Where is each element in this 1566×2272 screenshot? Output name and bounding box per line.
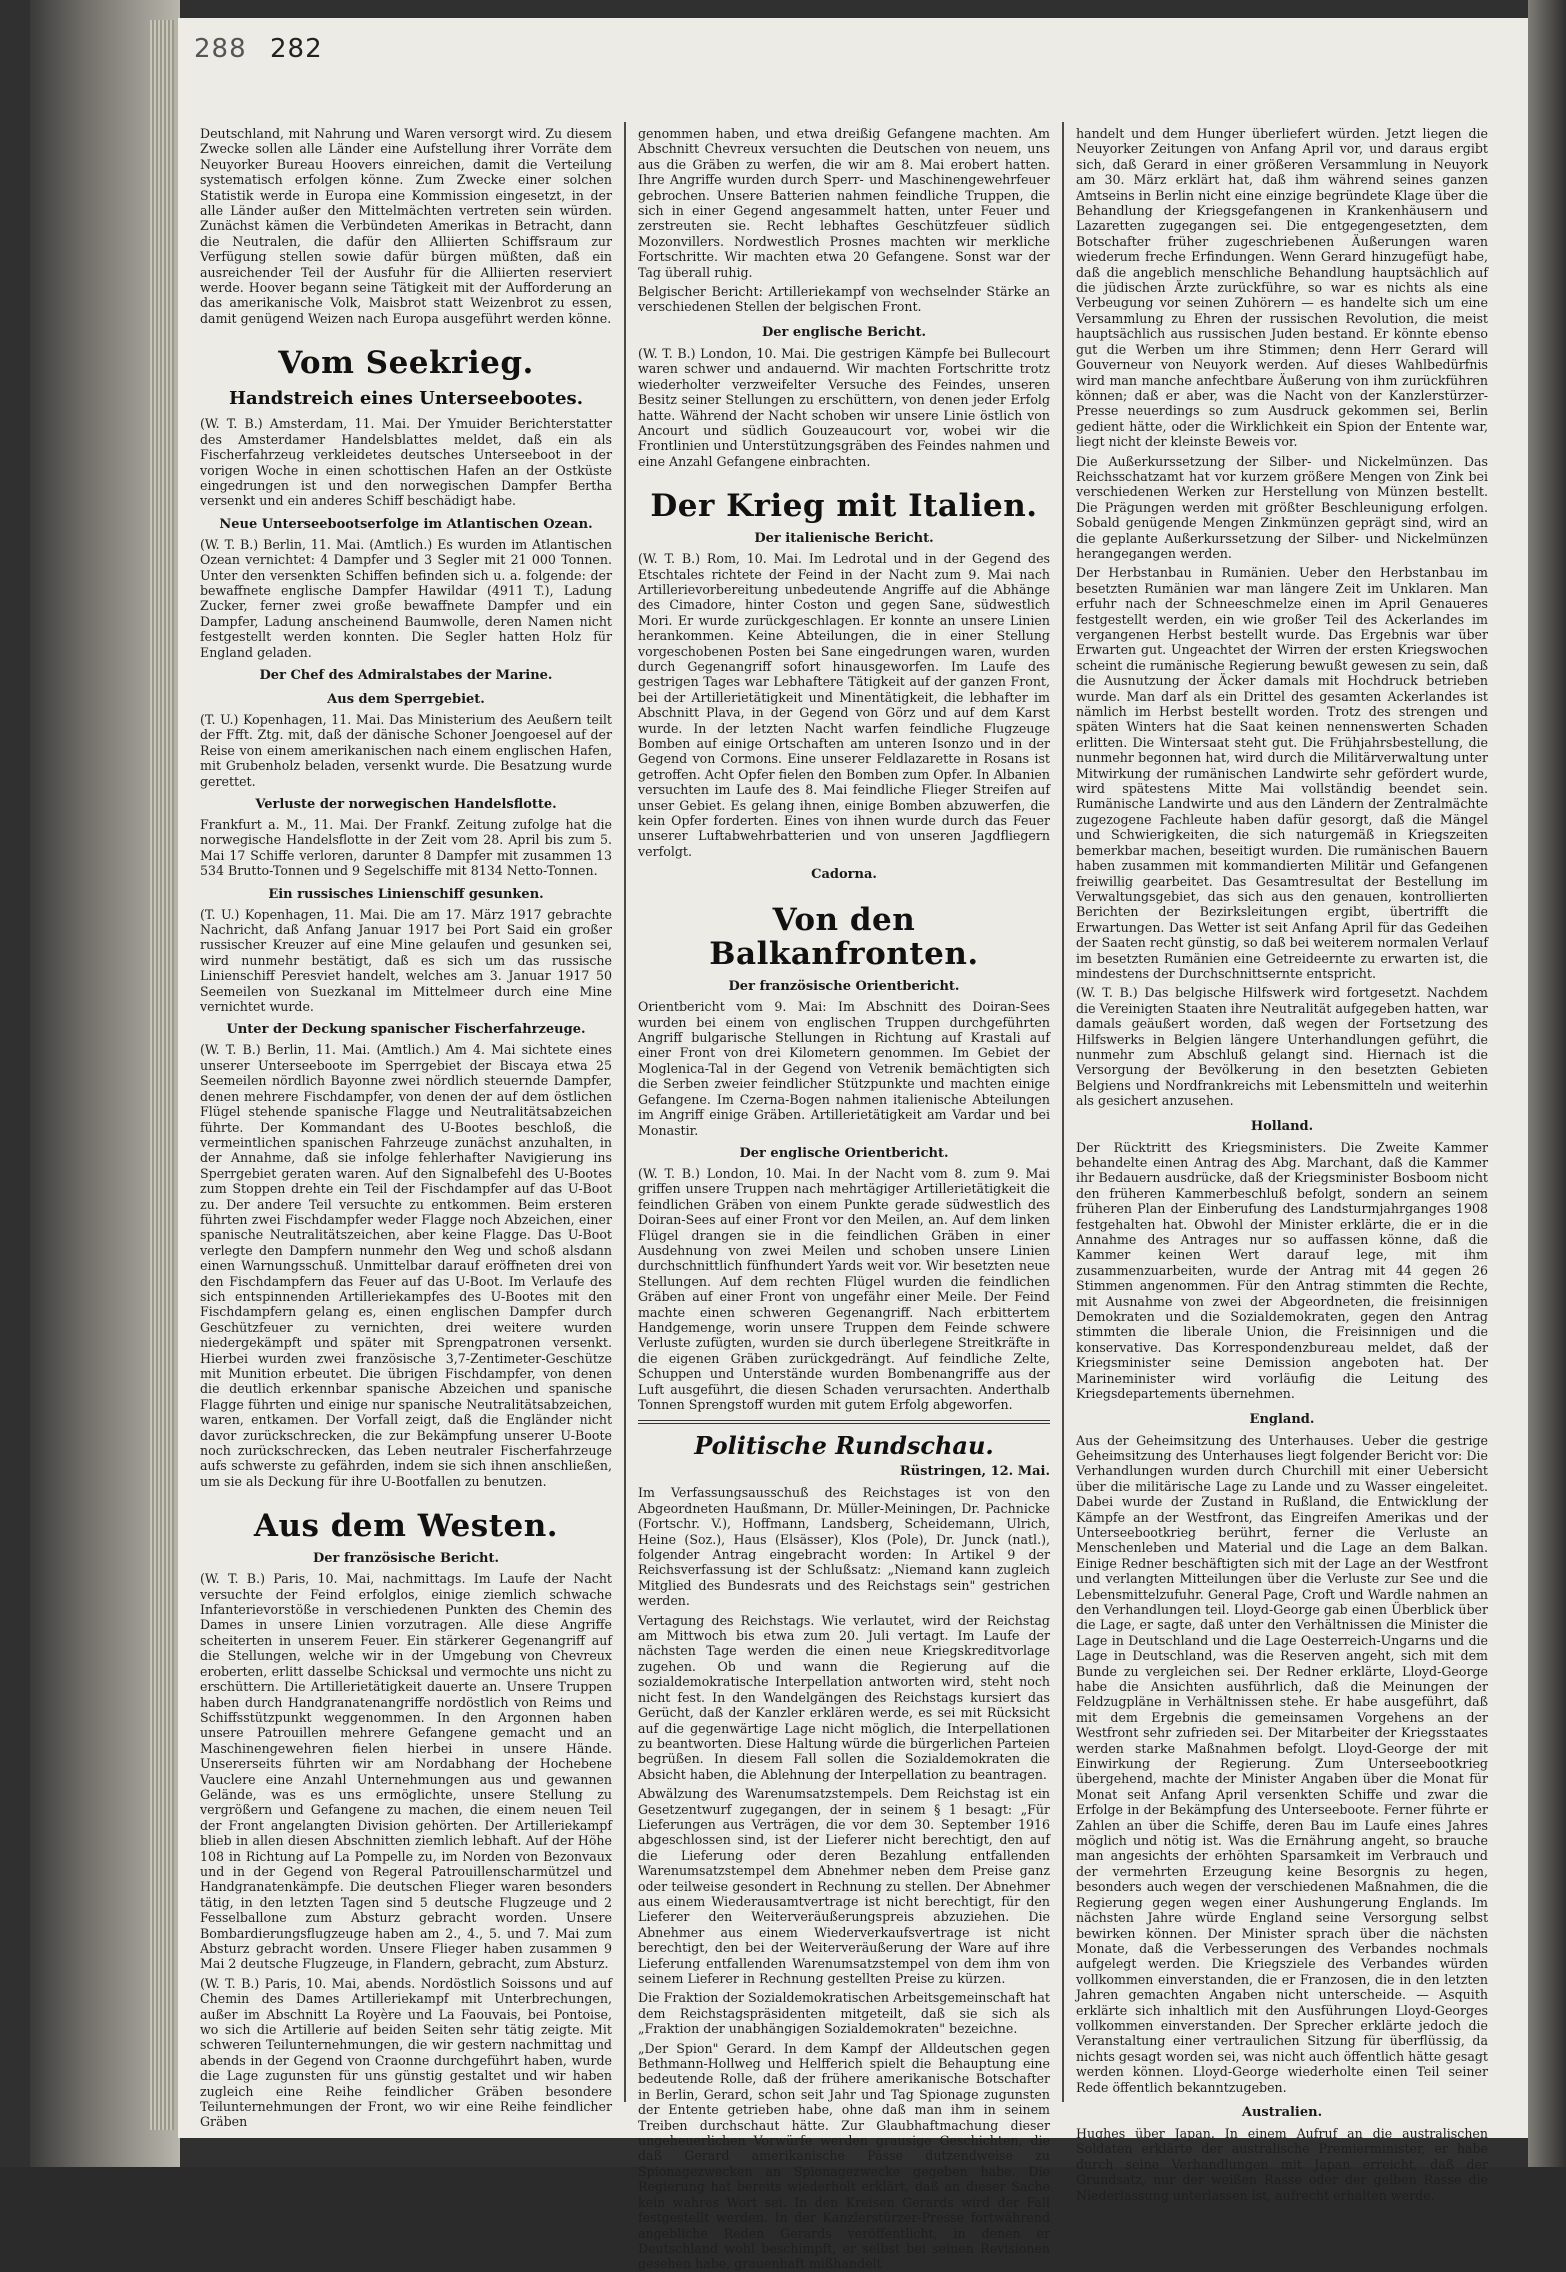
article-paragraph: (T. U.) Kopenhagen, 11. Mai. Die am 17. März 1917 gebrachte Nachricht, daß Anfang Januar 1917 bei Port Said ein großer russischer Kreuzer auf eine Mine gelaufen und gesunken sei, wird nunmehr bestätigt, daß es sich um das russische Linienschiff Peresviet handelt, welches am 3. Januar 1917 50 Seemeilen von Suezkanal im Mittelmeer durch eine Mine vernichtet wurde. — [200, 906, 612, 1015]
article-paragraph: Der Rücktritt des Kriegsministers. Die Zweite Kammer behandelte einen Antrag des Abg. Marchant, daß die Kammer ihr Bedauern ausdrücke, daß der Kriegsminister Bosboom nicht den früheren Kammerbeschluß befolgt, sondern an seinem früheren Plan der Einberufung des Landsturmjahrganges 1908 festgehalten hat. Obwohl der Minister erklärte, die er in die Annahme des Antrages nur so auffassen könne, daß die Kammer keinen Wert darauf lege, mit ihm zusammenzuarbeiten, wurde der Antrag mit 44 gegen 26 Stimmen angenommen. Für den Antrag stimmten die Rechte, mit Ausnahme von zwei der Abgeordneten, die freisinnigen Demokraten und die Sozialdemokraten, gegen den Antrag stimmten die liberale Union, die Freisinnigen und die konservative. Das Korrespondenzbureau meldet, daß der Kriegsminister seine Demission angeboten hat. Der Marineminister wird vorläufig die Leitung des Kriegsdepartements übernehmen. — [1076, 1139, 1488, 1402]
article-paragraph: (W. T. B.) Das belgische Hilfswerk wird fortgesetzt. Nachdem die Vereinigten Staaten ihre Neutralität aufgegeben hatten, war damals geäußert worden, daß wegen der Fortsetzung des Hilfswerks in Belgien längere Unterhandlungen geführt, die nunmehr zum Abschluß gelangt sind. Hiernach ist die Versorgung der Bevölkerung in den besetzten Gebieten Belgiens und Nordfrankreichs mit Lebensmitteln und weiterhin als gesichert anzusehen. — [1076, 985, 1488, 1109]
article-paragraph: handelt und dem Hunger überliefert würden. Jetzt liegen die Neuyorker Zeitungen von Anfang April vor, und daraus ergibt sich, daß Gerard in einer größeren Versammlung in Neuyork am 30. März erklärt hat, daß ihm während seines ganzen Amtseins in Berlin nicht eine einzige begründete Klage über die Behandlung der Kriegsgefangenen in Krankenhäusern und Lazaretten zugegangen sei. Die entgegengesetzten, dem Botschafter früher zugeschriebenen Äußerungen waren wiederum freche Erfindungen. Wenn Gerard hinzugefügt habe, daß die angeblich menschliche Behandlung hauptsächlich auf die jüdischen Ärzte zurückführe, so war es nichts als eine Verbeugung vor seinen Zuhörern — es handelte sich um eine Versammlung zu Ehren der russischen Revolution, die meist hauptsächlich aus russischen Juden bestand. Er könnte ebenso gut die Werben um ihre Stimmen; denn Herr Gerard will Gouverneur von Neuyork werden. Auf dieses Wahlbedürfnis wird man manche anfechtbare Äußerung von ihm zurückführen können; daß er aber, was die Nacht von der Kanzlerstürzer-Presse neuerdings so zum Ausdruck gekommen sei, Berlin gedient hätte, oder die Wirklichkeit ein Spion der Entente war, liegt nicht der kleinste Beweis vor. — [1076, 126, 1488, 450]
article-paragraph: Frankfurt a. M., 11. Mai. Der Frankf. Zeitung zufolge hat die norwegische Handelsflotte in der Zeit vom 28. April bis zum 5. Mai 17 Schiffe verloren, darunter 8 Dampfer mit zusammen 13 534 Brutto-Tonnen und 9 Segelschiffe mit 8134 Netto-Tonnen. — [200, 817, 612, 879]
article-paragraph: (W. T. B.) London, 10. Mai. Die gestrigen Kämpfe bei Bullecourt waren schwer und andauernd. Wir machten Fortschritte trotz wiederholter verzweifelter Versuche des Feindes, unseren Besitz seiner Stellungen zu erschüttern, von denen jeder Erfolg hatte. Während der Nacht schoben wir unsere Linie östlich von Ancourt und südlich Gouzeaucourt vor, wobei wir die Frontlinien und Unterstützungsgräben des Feindes nahmen und eine Anzahl Gefangene einbrachten. — [638, 345, 1050, 469]
article-paragraph: (W. T. B.) Rom, 10. Mai. Im Ledrotal und in der Gegend des Etschtales richtete der Feind in der Nacht zum 9. Mai nach Artillerievorbereitung unbedeutende Angriffe auf die Abhänge des Cimadore, hinter Coston und gegen Sane, südwestlich Mori. Er wurde zurückgeschlagen. Er konnte an unsere Linien herankommen. Keine Abteilungen, die in einer Stellung vorgeschobenen Posten bei Sane eingedrungen waren, wurden durch Gegenangriff sofort hinausgeworfen. Im Laufe des gestrigen Tages war Lebhaftere Tätigkeit auf der ganzen Front, bei der Artillerietätigkeit und Minentätigkeit, die lebhafter im Abschnitt Plava, in der Gegend von Görz und auf dem Karst wurde. In der letzten Nacht warfen feindliche Flugzeuge Bomben auf einige Ortschaften am unteren Isonzo und in der Gegend von Cormons. Eine unserer Feldlazarette in Rosans ist getroffen. Acht Opfer fielen den Bomben zum Opfer. In Albanien versuchten im Laufe des 8. Mai feindliche Flieger Streifen auf unser Gebiet. Es gelang ihnen, einige Bomben abzuwerfen, die kein Opfer forderten. Eines von ihnen wurde durch das Feuer unserer Luftabwehrbatterien und von unseren Jagdfliegern verfolgt. — [638, 551, 1050, 859]
article-paragraph: Deutschland, mit Nahrung und Waren versorgt wird. Zu diesem Zwecke sollen alle Länder eine Aufstellung ihrer Vorräte dem Neuyorker Bureau Hoovers einreichen, damit die Verteilung systematisch erfolgen könne. Zum Zwecke einer solchen Statistik werde in Europa eine Kommission eingesetzt, in der alle Länder außer den Mittelmächten vertreten sein würden. Zunächst kämen die Verbündeten Amerikas in Betracht, dann die Neutralen, die dafür den Alliierten Schiffsraum zur Verfügung stellen sowie dafür bürgen müßten, daß ein ausreichender Teil der Ausfuhr für die Alliierten reserviert werde. Hoover begann seine Tätigkeit mit der Aufforderung an das amerikanische Volk, Maisbrot statt Weizenbrot zu essen, damit genügend Weizen nach Europa ausgeführt werden könne. — [200, 126, 612, 326]
article-paragraph: Orientbericht vom 9. Mai: Im Abschnitt des Doiran-Sees wurden bei einem von englischen Truppen durchgeführten Angriff bulgarische Stellungen in Richtung auf Krastali auf einer Front von drei Kilometern genommen. Im Gebiet der Moglenica-Tal in der Gegend von Vetrenik bemächtigten sich die Serben zweier feindlicher Stützpunkte und machten einige Gefangene. Im Czerna-Bogen nahmen italienische Abteilungen im Angriff einige Gräben. Artillerietätigkeit am Vardar und bei Monastir. — [638, 999, 1050, 1138]
article-headline: Handstreich eines Unterseebootes. — [229, 388, 583, 410]
article-paragraph: Im Verfassungsausschuß des Reichstages ist von den Abgeordneten Haußmann, Dr. Müller-Meiningen, Dr. Pachnicke (Fortschr. V.), Hoffmann, Landsberg, Scheidemann, Ulrich, Heine (Soz.), Haus (Elsässer), Klos (Pole), Dr. Junck (natl.), folgender Antrag eingebracht worden: In Artikel 9 der Reichsverfassung ist der Schlußsatz: „Niemand kann zugleich Mitglied des Bundesrats und des Reichstags sein" gestrichen werden. — [638, 1485, 1050, 1609]
article-headline: Der französische Orientbericht. — [728, 979, 960, 995]
article-paragraph: Abwälzung des Warenumsatzstempels. Dem Reichstag ist ein Gesetzentwurf zugegangen, der in seinem § 1 besagt: „Für Lieferungen aus Verträgen, die vor dem 30. September 1916 abgeschlossen sind, ist der Lieferer nicht berechtigt, den auf die Lieferung oder deren Bezahlung entfallenden Warenumsatzstempel dem Abnehmer neben dem Preise ganz oder teilweise gesondert in Rechnung zu stellen. Der Abnehmer aus einem Wiederausamtvertrage ist nicht berechtigt, für den Lieferer den Weiterveräußerungspreis abzuziehen. Die Abnehmer aus einem Wiederverkaufsvertrage ist nicht berechtigt, den bei der Weiterveräußerung der Ware auf ihre Lieferung entfallenden Warenumsatzstempel von dem ihm von seinem Lieferer in Rechnung gestellten Preise zu kürzen. — [638, 1786, 1050, 1986]
section-heading: Der Krieg mit Italien. — [650, 488, 1038, 525]
page-number-faded: 288 — [194, 34, 247, 64]
section-heading: Aus dem Westen. — [253, 1508, 559, 1545]
article-paragraph: (W. T. B.) Paris, 10. Mai, abends. Nordöstlich Soissons und auf Chemin des Dames Artilleriekampf mit Unterbrechungen, außer im Abschnitt La Royère und La Faouvais, bei Pontoise, wo sich die Artillerie auf beiden Seiten sehr tätig zeigte. Mit schweren Teilunternehmungen, die wir gestern nachmittag und abends in der Gegend von Craonne durchgeführt haben, wurde die Lage zugunsten für uns günstig gestaltet und wir haben zugleich eine Reihe feindlicher Gräben besondere Teilunternehmungen der Front, wo wir eine Reihe feindlicher Gräben — [200, 1975, 612, 2130]
dateline: Rüstringen, 12. Mai. — [899, 1464, 1050, 1480]
article-paragraph: genommen haben, und etwa dreißig Gefangene machten. Am Abschnitt Chevreux versuchten die Deutschen von neuem, uns aus die Gräben zu werfen, die wir am 8. Mai erobert hatten. Ihre Angriffe wurden durch Sperr- und Maschinengewehrfeuer gebrochen. Unsere Batterien nahmen feindliche Truppen, die sich in einer Gegend angesammelt hatten, unter Feuer und zerstreuten sie. Recht lebhaftes Geschützfeuer südlich Mozonvillers. Nordwestlich Prosnes machten wir merkliche Fortschritte. Wir machten etwa 20 Gefangene. Sonst war der Tag überall ruhig. — [638, 126, 1050, 280]
column-rule — [624, 122, 626, 2102]
column-3 — [1076, 126, 1488, 2203]
newspaper-page — [178, 18, 1528, 2272]
article-paragraph: „Der Spion" Gerard. In dem Kampf der Alldeutschen gegen Bethmann-Hollweg und Helfferich spielt die Behauptung eine bedeutende Rolle, daß der frühere amerikanische Botschafter in Berlin, Gerard, schon seit Jahr und Tag Spionage zugunsten der Entente getrieben habe, ohne daß man ihm in seinem Treiben durchschaut hätte. Zur Glaubhaftmachung dieser ungeheuerlichen Vorwürfe werden grausige Geschichten, die daß Gerard amerikanische Pässe dutzendweise zu Spionagezwecken an Spionagezwecke gegeben habe. Die Regierung hat bereits wiederholt erklärt, daß an dieser Sache kein wahres Wort sei. In den Kreisen Gerards wird der Fall festgestellt werden. In der Kanzlerstürzer-Presse fortwährend angebliche Reden Gerards veröffentlicht, in denen er Deutschland wohl beschimpft, er selbst bei seinen Revisionen gesehen habe, grauenhaft mißhandelt — [638, 2040, 1050, 2272]
article-paragraph: (W. T. B.) London, 10. Mai. In der Nacht vom 8. zum 9. Mai griffen unsere Truppen nach mehrtägiger Artillerietätigkeit die feindlichen Gräben von einem Punkte gerade südwestlich des Doiran-Sees auf einer Front vor den Meilen, an. Auf dem linken Flügel drangen sie in die feindlichen Gräben in einer Ausdehnung von zwei Meilen und schoben unsere Linien durchschnittlich fünfhundert Yards weit vor. Wir besetzten neue Stellungen. Auf dem rechten Flügel wurden die feindlichen Gräben auf einer Front von ungefähr einer Meile. Der Feind machte einen schweren Gegenangriff. Nach erbittertem Handgemenge, worin unsere Truppen dem Feinde schwere Verluste zufügten, wurden sie durch überlegene Streitkräfte in die eigenen Gräben zurückgedrängt. Auf feindliche Zelte, Schuppen und Unterstände wurden Bombenangriffe aus der Luft ausgeführt, die diesen Schaden verursachten. Anderthalb Tonnen Sprengstoff wurden mit gutem Erfolg abgeworfen. — [638, 1165, 1050, 1412]
section-heading: Australien. — [1241, 2104, 1323, 2120]
article-paragraph: (W. T. B.) Amsterdam, 11. Mai. Der Ymuider Berichterstatter des Amsterdamer Handelsblattes meldet, daß ein als Fischerfahrzeug verkleidetes deutsches Unterseeboot in der vorigen Woche in einen schottischen Hafen an der Ostküste eingedrungen ist und den norwegischen Dampfer Bertha versenkt und ein anderes Schiff beschädigt habe. — [200, 416, 612, 509]
section-heading: Politische Rundschau. — [694, 1431, 994, 1461]
article-headline: Verluste der norwegischen Handelsflotte. — [255, 797, 557, 812]
article-headline: Unter der Deckung spanischer Fischerfahrzeuge. — [226, 1022, 586, 1038]
column-2 — [638, 126, 1050, 2272]
signature: Cadorna. — [811, 867, 877, 883]
right-shadow — [1528, 0, 1566, 2167]
article-paragraph: (T. U.) Kopenhagen, 11. Mai. Das Ministerium des Aeußern teilt der Ffft. Ztg. mit, daß der dänische Schoner Joengoesel auf der Reise von einem amerikanischen nach einem englischen Hafen, mit Grubenholz beladen, versenkt wurde. Die Besatzung wurde gerettet. — [200, 711, 612, 789]
page-stack-edge — [150, 20, 174, 2130]
section-heading: Von den Balkanfronten. — [709, 902, 979, 973]
section-divider — [638, 1420, 1050, 1424]
article-paragraph: Aus der Geheimsitzung des Unterhauses. Ueber die gestrige Geheimsitzung des Unterhauses liegt folgender Bericht vor: Die Verhandlungen wurden durch Churchill mit einer Uebersicht über die militärische Lage zu Lande und zu Wasser eingeleitet. Dabei wurde der Zustand in Rußland, die Entwicklung der Kämpfe an der Westfront, das Eingreifen Amerikas und der Unterseebootkrieg berührt, ferner die Verluste an Menschenleben und Material und die Lage an dem Balkan. Einige Redner beschäftigten sich mit der Lage an der Westfront und verlangten Mitteilungen über die Verluste zur See und die Lebensmittelzufuhr. General Page, Croft und Wardle nahmen an den Verhandlungen teil. Lloyd-George gab einen Überblick über die Lage, er sagte, daß unter den Verhältnissen die Minister die Lage in Deutschland und die Lage Oesterreich-Ungarns und die Lage in Deutschland, was die Reserven angeht, sich mit dem Bunde zu vergleichen sei. Der Redner erklärte, Lloyd-George habe die Ansichten ausführlich, daß die Meinungen der Feldzugpläne in Verhältnissen stehe. Er habe ausgeführt, daß mit dem Ergebnis die gemeinsamen Vorgehens an der Westfront sehr zufrieden sei. Der Mitarbeiter der Kriegsstaates werden starke Maßnahmen befolgt. Lloyd-George der mit Einwirkung der Regierung. Zum Unterseebootkrieg übergehend, machte der Minister Angaben über die Monat für Monat seit Anfang April versenkten Schiffe und zwar die Erfolge in der Bekämpfung des Unterseeboote. Ferner führte er Zahlen an über die Schiffe, deren Bau im Laufe eines Jahres möglich und nötig ist. Was die Ernährung angeht, so brauche man angesichts der erhöhten Sparsamkeit im Verbrauch und der vermehrten Erzeugung keine Besorgnis zu hegen, besonders auch wegen der verschiedenen Maßnahmen, die die Regierung gegen wegen einer Aushungerung Englands. Im nächsten Jahre würde England seine Versorgung selbst bewirken können. Der Minister sprach über die nächsten Monate, daß die Verbesserungen des Verbandes nochmals aufgelegt werden. Die Kriegsziele des Verbandes würden vollkommen einverstanden, die er Franzosen, die in den letzten Jahren gemachten Angaben nicht unterscheide. — Asquith erklärte sich inhaltlich mit den Ausführungen Lloyd-Georges vollkommen einverstanden. Der Sprecher erklärte jedoch die Veranstaltung einer vertraulichen Sitzung für überflüssig, da nichts gesagt worden sei, was nicht auch öffentlich hätte gesagt werden können. Lloyd-George wiederholte einen Teil seiner Rede öffentlich bekanntzugeben. — [1076, 1432, 1488, 2095]
article-paragraph: Vertagung des Reichstags. Wie verlautet, wird der Reichstag am Mittwoch bis etwa zum 20. Juli vertagt. Im Laufe der nächsten Tage werden die einen neue Kriegskreditvorlage zugehen. Ob und wann die Regierung auf die sozialdemokratische Interpellation antworten wird, steht noch nicht fest. In den Wandelgängen des Reichstags kursiert das Gerücht, daß der Kanzler erklären werde, es sei mit Rücksicht auf die gegenwärtige Lage nicht möglich, die Interpellationen zu beantworten. Diese Haltung würde die bürgerlichen Parteien begrüßen. In diesem Fall sollen die Sozialdemokraten die Absicht haben, die Ablehnung der Interpellation zu beantragen. — [638, 1612, 1050, 1782]
article-paragraph: (W. T. B.) Berlin, 11. Mai. (Amtlich.) Es wurden im Atlantischen Ozean vernichtet: 4 Dampfer und 3 Segler mit 21 000 Tonnen. Unter den versenkten Schiffen befinden sich u. a. folgende: der bewaffnete englische Dampfer Hawildar (4911 T.), Ladung Zucker, ferner zwei große bewaffnete Dampfer und ein Dampfer, Ladung anscheinend Baumwolle, deren Namen nicht festgestellt werden konnten. Die Segler hatten Holz für England geladen. — [200, 536, 612, 660]
article-paragraph: (W. T. B.) Berlin, 11. Mai. (Amtlich.) Am 4. Mai sichtete eines unserer Unterseeboote im Sperrgebiet der Biscaya etwa 25 Seemeilen nördlich Bayonne zwei nördlich steuernde Dampfer, denen mehrere Fischdampfer, von denen der auf dem östlichen Flügel stehende spanische Flagge und Neutralitätsabzeichen führte. Der Kommandant des U-Bootes beschloß, die vermeintlichen spanischen Fahrzeuge zunächst anzuhalten, in der Annahme, daß sie infolge fehlerhafter Navigierung ins Sperrgebiet geraten waren. Auf den Signalbefehl des U-Bootes zum Stoppen drehte ein Teil der Fischdampfer auf das U-Boot zu. Der andere Teil versuchte zu entkommen. Beim ersteren führten zwei Fischdampfer weder Flagge noch Abzeichen, einer spanische Neutralitätszeichen, aber keine Flagge. Das U-Boot verlegte den Dampfern nunmehr den Weg und schoß alsdann einen Warnungsschuß. Unmittelbar darauf eröffneten drei von den Fischdampfern das Feuer auf das U-Boot. Im Verlaufe des sich entspinnenden Artilleriekampfes des U-Bootes mit den Fischdampfern gelang es, einen englischen Dampfer durch Geschützfeuer zu vernichten, drei weitere wurden niedergekämpft und später mit Sprengpatronen versenkt. Hierbei wurden zwei französische 3,7-Zentimeter-Geschütze mit Munition erbeutet. Die übrigen Fischdampfer, von denen die deutlich erkennbar spanische Abzeichen und spanische Flagge führten und einige nur spanische Neutralitätsabzeichen, waren, entkamen. Der Vorfall zeigt, daß die Engländer nicht davor zurückschrecken, die zur Bekämpfung unserer U-Boote noch zurückschrecken, das Leben neutraler Fischerfahrzeuge aufs schwerste zu gefährden, indem sie sich ihnen anschließen, um sie als Deckung für ihre U-Bootfallen zu benutzen. — [200, 1042, 612, 1489]
article-paragraph: Die Fraktion der Sozialdemokratischen Arbeitsgemeinschaft hat dem Reichstagspräsidenten mitgeteilt, daß sie sich als „Fraktion der unabhängigen Sozialdemokraten" bezeichne. — [638, 1990, 1050, 2037]
section-heading: England. — [1249, 1411, 1315, 1427]
article-headline: Der französische Bericht. — [313, 1551, 499, 1567]
section-heading: Vom Seekrieg. — [278, 345, 534, 382]
signature: Der Chef des Admiralstabes der Marine. — [259, 667, 553, 683]
page-number: 282 — [270, 34, 323, 64]
article-headline: Der italienische Bericht. — [754, 531, 934, 547]
article-paragraph: Die Außerkurssetzung der Silber- und Nickelmünzen. Das Reichsschatzamt hat vor kurzem größere Mengen von Zink bei verschiedenen Werken zur Herstellung von Münzen bestellt. Die Prägungen werden mit größter Beschleunigung erfolgen. Sobald genügende Mengen Zinkmünzen geprägt sind, wird an die geplante Außerkurssetzung der Silber- und Nickelmünzen herangegangen werden. — [1076, 453, 1488, 561]
article-paragraph: Hughes über Japan. In einem Aufruf an die australischen Soldaten erklärte der australische Premierminister, er habe durch seine Verhandlungen mit Japan erreicht, daß der Grundsatz, nur der weißen Rasse oder der gelben Rasse die Niederlassung unterlassen ist, aufrecht erhalten werde. — [1076, 2125, 1488, 2203]
column-rule — [1062, 122, 1064, 2102]
article-headline: Ein russisches Linienschiff gesunken. — [268, 886, 544, 902]
article-headline: Neue Unterseebootserfolge im Atlantischen Ozean. — [219, 516, 593, 532]
article-paragraph: Belgischer Bericht: Artilleriekampf von wechselnder Stärke an verschiedenen Stellen der belgischen Front. — [638, 284, 1050, 315]
section-heading: Holland. — [1250, 1118, 1314, 1134]
article-headline: Der englische Orientbericht. — [739, 1145, 949, 1161]
article-headline: Aus dem Sperrgebiet. — [327, 691, 485, 707]
column-1 — [200, 126, 612, 2130]
article-paragraph: Der Herbstanbau in Rumänien. Ueber den Herbstanbau im besetzten Rumänien war man längere Zeit im Unklaren. Man erfuhr nach der Schneeschmelze einen im April Genaueres festgestellt werden, ein wie großer Teil des Ackerlandes im vergangenen Herbst bestellt wurde. Das Ergebnis war über Erwarten gut. Ungeachtet der Wirren der ersten Kriegswochen scheint die rumänische Regierung bewußt gewesen zu sein, daß die Ausnutzung der Äcker damals mit Hochdruck betrieben wurde. Man darf als ein Drittel des gesamten Ackerlandes ist nämlich im Herbst bestellt worden. Trotz des strengen und späten Winters hat die Saat keinen nennenswerten Schaden erlitten. Die Wintersaat steht gut. Die Frühjahrsbestellung, die nunmehr begonnen hat, wird durch die Militärverwaltung unter Mitwirkung der rumänischen Landwirte sehr gefördert wurde, wird spätestens Mitte Mai vollständig beendet sein. Rumänische Landwirte und aus den Ländern der Zentralmächte zugezogene Fachleute haben dafür gesorgt, daß die Mängel und Schwierigkeiten, die sich naturgemäß in Kriegszeiten bemerkbar machen, beseitigt wurden. Die rumänischen Bauern haben zusammen mit kommandierten Militär und Gefangenen freiwillig gearbeitet. Das Gesamtresultat der Bestellung im Verwaltungsgebiet, das sich aus den genauen, kontrollierten Berichten der Bezirksleitungen ergibt, übertrifft die Erwartungen. Das Wetter ist seit Anfang April für das Gedeihen der Saaten recht günstig, so daß bei weiterem normalen Verlauf im besetzten Rumänien eine Getreideernte zu erwarten ist, die mindestens der Durchschnittsernte entspricht. — [1076, 565, 1488, 981]
article-headline: Der englische Bericht. — [761, 324, 927, 340]
article-paragraph: (W. T. B.) Paris, 10. Mai, nachmittags. Im Laufe der Nacht versuchte der Feind erfolglos, einige ziemlich schwache Infanterievorstöße in verschiedenen Punkten des Chemin des Dames in unsere Linien vorzutragen. Alle diese Angriffe scheiterten in unserem Feuer. Ein stärkerer Gegenangriff auf die Stellungen, welche wir in der Umgebung von Chevreux eroberten, erlitt dasselbe Schicksal und vermochte uns nicht zu erschüttern. Die Artillerietätigkeit dauerte an. Unsere Truppen haben durch Handgranatenangriffe nordöstlich von Reims und Schiffsstützpunkt weggenommen. In den Argonnen haben unsere Patrouillen mehrere Gefangene gemacht und an Maschinengewehren fielen hierbei in unsere Hände. Unsererseits führten wir am Nordabhang der Hochebene Vauclere eine Anzahl Unternehmungen aus und gewannen Gelände, was es uns ermöglichte, unsere Stellung zu vergrößern und Gefangene zu machen, die einem neuen Teil der Front angelangten Division gehörten. Der Artilleriekampf blieb in allen diesen Abschnitten ziemlich lebhaft. Auf der Höhe 108 in Richtung auf La Pompelle zu, im Norden von Bezonvaux und in der Gegend von Regeral Patrouillenscharmützel und Handgranatenkämpfe. Die deutschen Flieger waren besonders tätig, in den letzten Tagen sind 5 deutsche Flugzeuge und 2 Fesselballone zum Absturz gebracht worden. Unsere Bombardierungsflugzeuge haben am 2., 4., 5. und 7. Mai zum Absturz gebracht worden. Unsere Flieger haben zusammen 9 Mai 2 deutsche Flugzeuge, in Flandern, gebracht, zum Absturz. — [200, 1571, 612, 1972]
